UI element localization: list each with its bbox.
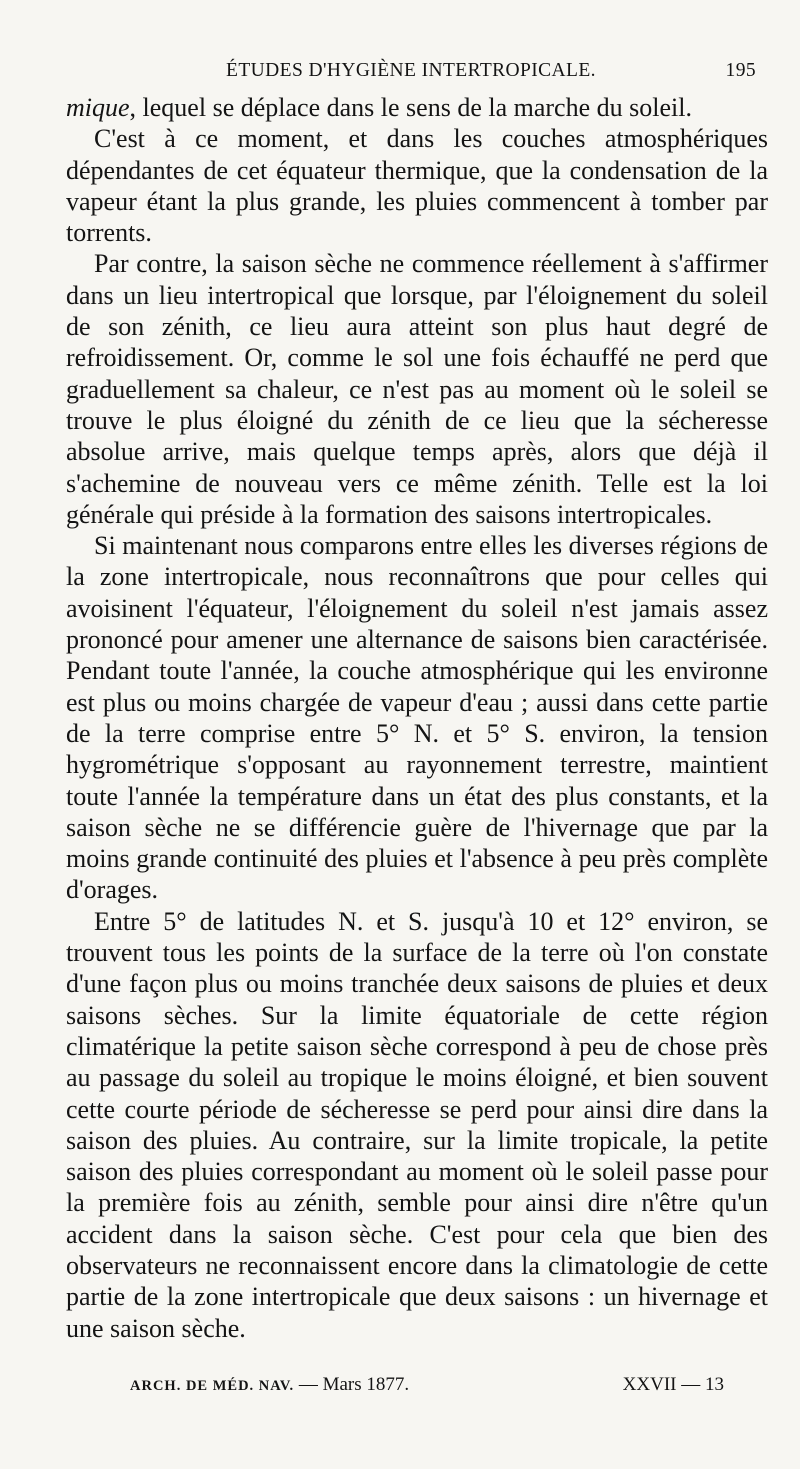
paragraph-text: , lequel se déplace dans le sens de la marche du soleil. <box>129 93 692 122</box>
paragraph: Entre 5° de latitudes N. et S. jusqu'à 10 et 12° environ, se trouvent tous les points de la surface de la terre où l'on constate d'une façon plus ou moins tranchée deux saisons de pluies et deux saisons sèches. Sur la limite équatoriale de cette région climatérique la petite saison sèche correspond à peu de chose près au passage du soleil au tropique le moins éloigné, et bien souvent cette courte période de sécheresse se perd pour ainsi dire dans la saison des pluies. Au contraire, sur la limite tropicale, la petite saison des pluies correspondant au moment où le soleil passe pour la première fois au zénith, semble pour ainsi dire n'être qu'un accident dans la saison sèche. C'est pour cela que bien des observateurs ne reconnaissent encore dans la climatologie de cette partie de la zone intertropicale que deux saisons : un hivernage et une saison sèche. <box>66 906 768 1343</box>
page-number: 195 <box>725 60 756 81</box>
journal-abbrev: ARCH. DE MÉD. NAV. <box>130 1378 295 1394</box>
issue-date: — Mars 1877. <box>298 1374 410 1395</box>
running-title: ÉTUDES D'HYGIÈNE INTERTROPICALE. <box>226 60 596 81</box>
paragraph <box>66 92 768 123</box>
paragraph: C'est à ce moment, et dans les couches atmosphériques dépendantes de cet équateur thermique, que la condensation de la vapeur étant la plus grande, les pluies commencent à tomber par torrents. <box>66 124 768 248</box>
paragraph: Par contre, la saison sèche ne commence réellement à s'affirmer dans un lieu intertropical que lorsque, par l'éloignement du soleil de son zénith, ce lieu aura atteint son plus haut degré de refroidissement. Or, comme le sol une fois échauffé ne perd que graduellement sa chaleur, ce n'est pas au moment où le soleil se trouve le plus éloigné du zénith de ce lieu que la sécheresse absolue arrive, mais quelque temps après, alors que déjà il s'achemine de nouveau vers ce même zénith. Telle est la loi générale qui préside à la formation des saisons intertropicales. <box>66 249 768 529</box>
italic-word: mique <box>66 93 130 122</box>
signature-mark: XXVII — 13 <box>622 1374 724 1395</box>
footer-citation <box>130 1374 409 1396</box>
running-header <box>66 60 756 90</box>
paragraph: Si maintenant nous comparons entre elles les diverses régions de la zone intertropicale, nous reconnaîtrons que pour celles qui avoisinent l'équateur, l'éloignement du soleil n'est jamais assez prononcé pour amener une alternance de saisons bien caractérisée. Pendant toute l'année, la couche atmosphérique qui les environne est plus ou moins chargée de vapeur d'eau ; aussi dans cette partie de la terre comprise entre 5° N. et 5° S. environ, la tension hygrométrique s'opposant au rayonnement terrestre, maintient toute l'année la température dans un état des plus constants, et la saison sèche ne se différencie guère de l'hivernage que par la moins grande continuité des pluies et l'absence à peu près complète d'orages. <box>66 531 768 905</box>
body-text <box>66 92 768 1344</box>
page-footer <box>130 1374 724 1398</box>
